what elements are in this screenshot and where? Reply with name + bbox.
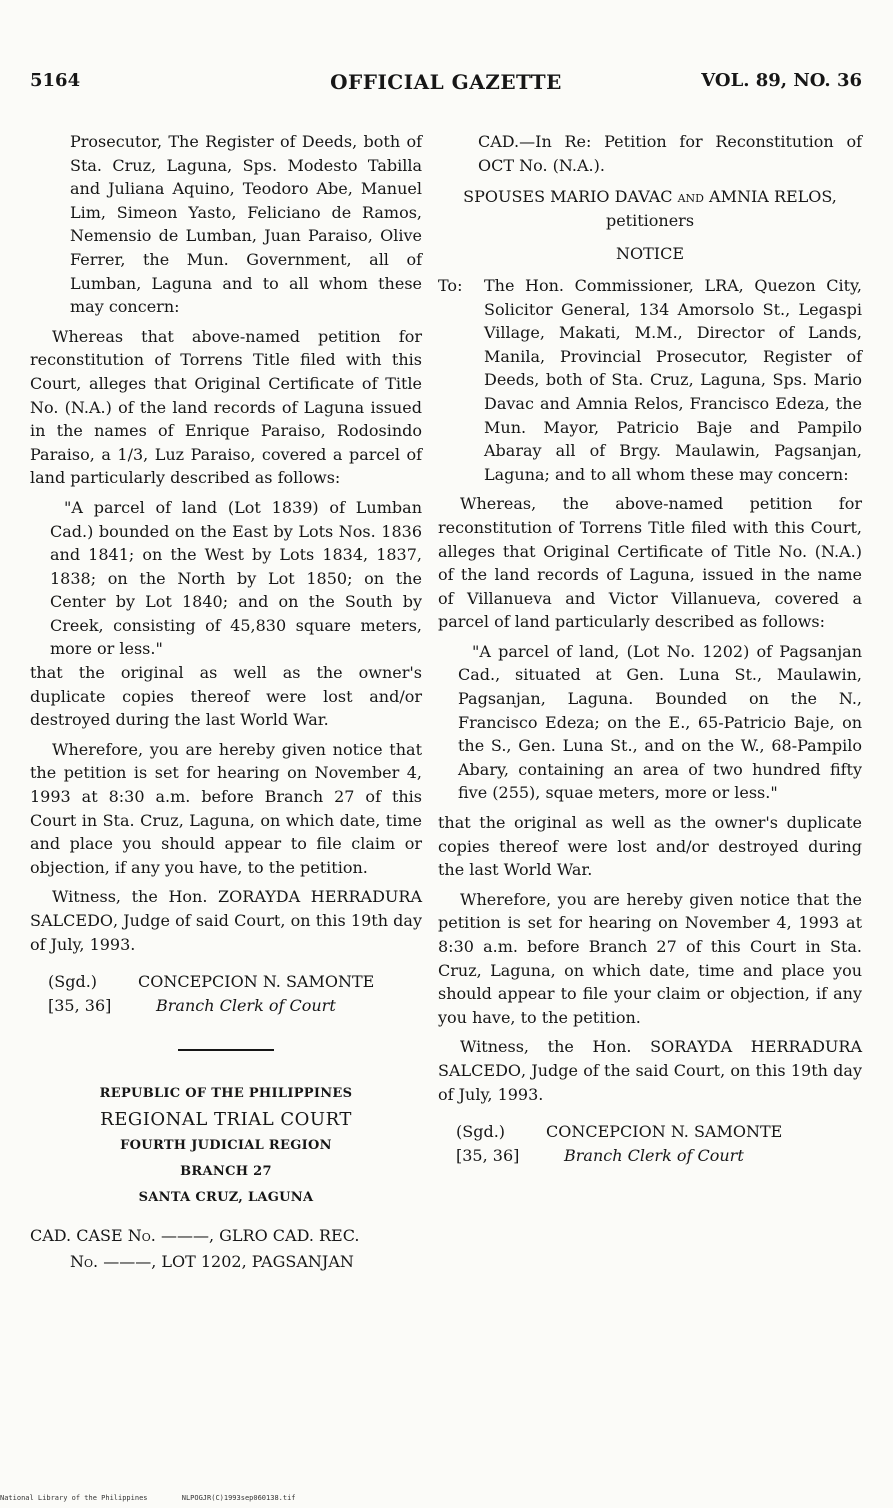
caption-place: SANTA CRUZ, LAGUNA <box>138 1190 314 1206</box>
scan-footer <box>0 1494 326 1502</box>
signatory-title: Branch Clerk of Court <box>564 1145 744 1165</box>
whereas-paragraph: Whereas that above-named petition for reconstitution of Torrens Title filed with this Court, alleges that Original Certificate of Title No. (N.A.) of the land records of Laguna issued in the names of Enrique Paraiso, Rodosindo Paraiso, a 1/3, Luz Paraiso, covered a parcel of land particularly described as follows: <box>30 326 422 488</box>
case-line-2: No. ———, LOT 1202, PAGSANJAN <box>70 1252 354 1272</box>
case-title-continued: CAD.—In Re: Petition for Reconstitution of OCT No. (N.A.). <box>478 132 862 175</box>
addressees-block <box>438 274 862 486</box>
wherefore-paragraph: Wherefore, you are hereby given notice that the petition is set for hearing on November 4, 1993 at 8:30 a.m. before Branch 27 of this Court in Sta. Cruz, Laguna, on which date, time and place you should appear to file your claim or objection, if any you have, to the petition. <box>438 889 862 1027</box>
petitioners-block <box>438 185 862 232</box>
witness-paragraph <box>30 885 422 956</box>
signatory-title: Branch Clerk of Court <box>156 995 336 1015</box>
case-number-block <box>30 1223 422 1275</box>
library-credit: National Library of the Philippines <box>0 1494 148 1502</box>
page-header <box>30 70 862 100</box>
petitioners-names: SPOUSES MARIO DAVAC and AMNIA RELOS, <box>463 187 837 207</box>
judge-name: SORAYDA HERRADURA SALCEDO <box>438 1037 863 1080</box>
witness-suffix: , Judge of said Court, on this 19th day of July, 1993. <box>30 911 422 954</box>
land-description-quote: "A parcel of land (Lot 1839) of Lumban Cad.) bounded on the East by Lots Nos. 1836 and 1841; on the West by Lots 1834, 1837, 1838; on the North by Lot 1850; on the Center by Lot 1840; and on the South by Creek, consisting of 45,830 square meters, more or less." <box>50 497 422 659</box>
left-column <box>30 130 422 1275</box>
court-caption <box>30 1081 422 1211</box>
page-number: 5164 <box>30 70 81 91</box>
right-column <box>438 130 862 1167</box>
witness-prefix: Witness, the Hon. <box>460 1037 632 1057</box>
lost-paragraph: that the original as well as the owner's duplicate copies thereof were lost and/or destroyed during the last World War. <box>30 663 422 730</box>
petitioners-label: petitioners <box>605 210 695 230</box>
caption-republic: REPUBLIC OF THE PHILIPPINES <box>99 1086 353 1102</box>
signatory-name: CONCEPCION N. SAMONTE <box>546 1122 783 1142</box>
land-description-quote: "A parcel of land, (Lot No. 1202) of Pagsanjan Cad., situated at Gen. Luna St., Maulawin, Pagsanjan, Laguna. Bounded on the N., Francisco Edeza; on the E., 65-Patricio Baje, on the S., Gen. Luna St., and on the W., 68-Pampilo Abary, containing an area of two hundred fifty five (255), squae meters, more or less." <box>458 641 862 803</box>
notice-heading: NOTICE <box>615 244 685 264</box>
whereas-paragraph: Whereas, the above-named petition for reconstitution of Torrens Title filed with this Court, alleges that Original Certificate of Title No. (N.A.) of the land records of Laguna, issued in the name of Villanueva and Victor Villanueva, covered a parcel of land particularly described as follows: <box>438 494 862 632</box>
signature-block <box>30 970 422 1017</box>
witness-suffix: , Judge of the said Court, on this 19th day of July, 1993. <box>438 1060 862 1104</box>
scan-filename: NLPOGJR(C)1993sep060138.tif <box>181 1494 296 1502</box>
volume-number: VOL. 89, NO. 36 <box>701 70 862 91</box>
judge-name: ZORAYDA HERRADURA SALCEDO <box>30 887 422 930</box>
addressees-list: The Hon. Commissioner, LRA, Quezon City, Solicitor General, 134 Amorsolo St., Legaspi Village, Makati, M.M., Director of Lands, Manila, Provincial Prosecutor, Register of Deeds, both of Sta. Cruz, Laguna, Sps. Mario Davac and Amnia Relos, Francisco Edeza, the Mun. Mayor, Patricio Baje and Pampilo Abaray all of Brgy. Maulawin, Pagsanjan, Laguna; and to all whom these may concern: <box>484 275 862 484</box>
witness-prefix: Witness, the Hon. <box>52 887 208 907</box>
caption-branch: BRANCH 27 <box>180 1164 272 1180</box>
section-divider <box>178 1049 274 1051</box>
case-line-1: CAD. CASE No. ———, GLRO CAD. REC. <box>30 1226 360 1246</box>
signed-mark: (Sgd.) <box>48 972 98 992</box>
signed-mark: (Sgd.) <box>456 1122 506 1142</box>
signatory-name: CONCEPCION N. SAMONTE <box>138 972 375 992</box>
publication-title: OFFICIAL GAZETTE <box>330 70 562 94</box>
to-label: To: <box>438 275 463 295</box>
caption-region: FOURTH JUDICIAL REGION <box>120 1138 332 1154</box>
addressees-continued: Prosecutor, The Register of Deeds, both of Sta. Cruz, Laguna, Sps. Modesto Tabilla and Juliana Aquino, Teodoro Abe, Manuel Lim, Simeon Yasto, Feliciano de Ramos, Nemensio de Lumban, Juan Paraiso, Olive Ferrer, the Mun. Government, all of Lumban, Laguna and to all whom these may concern: <box>70 132 422 317</box>
lost-paragraph: that the original as well as the owner's duplicate copies thereof were lost and/or destroyed during the last World War. <box>438 813 862 880</box>
caption-court: REGIONAL TRIAL COURT <box>100 1109 352 1131</box>
notice-reference: [35, 36] <box>456 1145 520 1165</box>
wherefore-paragraph: Wherefore, you are hereby given notice that the petition is set for hearing on November 4, 1993 at 8:30 a.m. before Branch 27 of this Court in Sta. Cruz, Laguna, on which date, time and place you should appear to file claim or objection, if any you have, to the petition. <box>30 739 422 877</box>
signature-block <box>438 1120 862 1167</box>
witness-paragraph <box>438 1035 862 1106</box>
notice-reference: [35, 36] <box>48 995 112 1015</box>
